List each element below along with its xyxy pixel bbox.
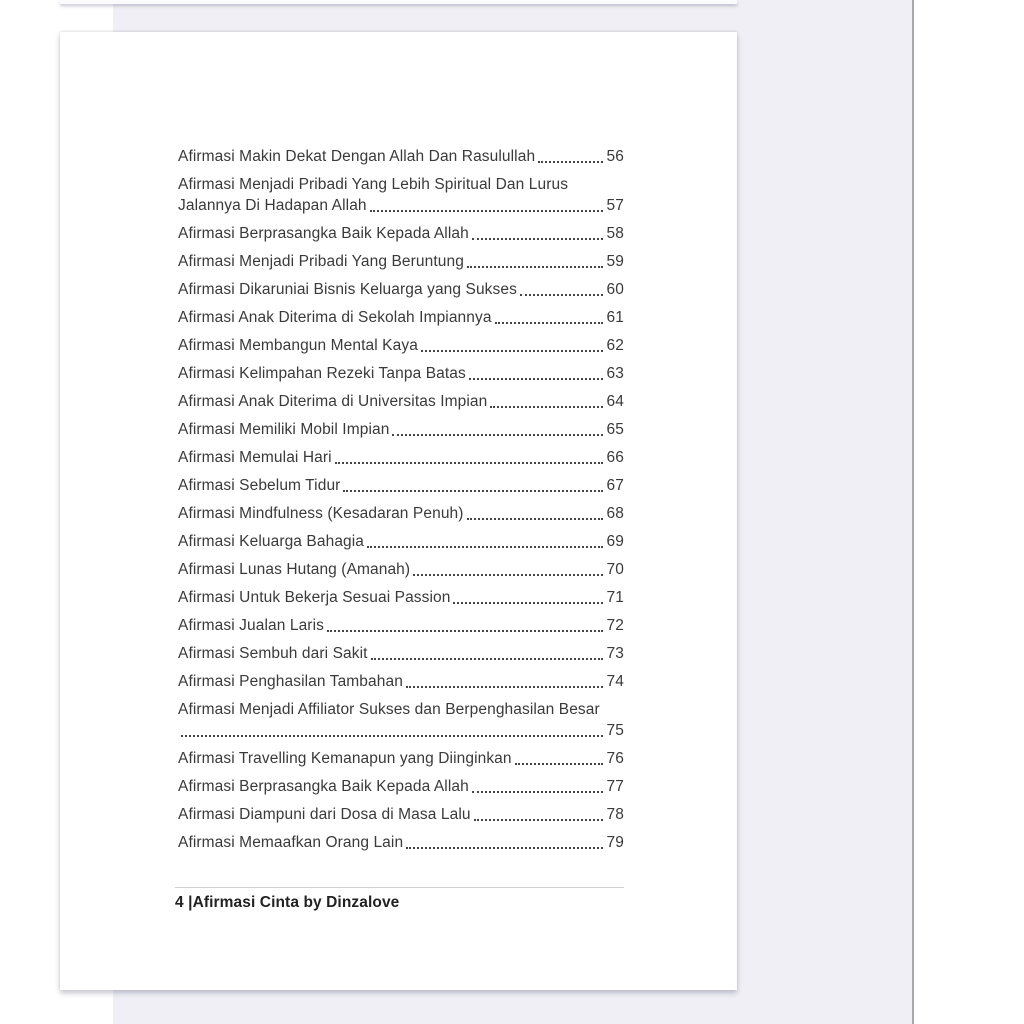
toc-entry-title: Afirmasi Memaafkan Orang Lain <box>178 834 404 851</box>
toc-entry-row <box>178 587 624 608</box>
toc-leader-dots <box>469 378 603 380</box>
toc-leader-dots <box>467 518 603 520</box>
toc-entry-row <box>178 363 624 384</box>
table-of-contents <box>178 146 624 860</box>
document-page <box>60 32 737 990</box>
toc-page-number: 63 <box>606 365 624 382</box>
footer-divider <box>175 887 624 888</box>
toc-entry-title: Afirmasi Lunas Hutang (Amanah) <box>178 561 411 578</box>
toc-entry-title: Jalannya Di Hadapan Allah <box>178 197 367 214</box>
toc-page-number: 56 <box>606 148 624 165</box>
toc-leader-dots <box>472 238 603 240</box>
toc-page-number: 64 <box>606 393 624 410</box>
toc-entry-title: Afirmasi Penghasilan Tambahan <box>178 673 403 690</box>
toc-entry <box>178 832 624 853</box>
toc-entry <box>178 447 624 468</box>
toc-entry-row <box>178 615 624 636</box>
toc-leader-dots <box>335 462 603 464</box>
toc-entry-title: Afirmasi Memiliki Mobil Impian <box>178 421 390 438</box>
toc-page-number: 67 <box>606 477 624 494</box>
toc-page-number: 70 <box>606 561 624 578</box>
toc-entry-title: Afirmasi Menjadi Affiliator Sukses dan Berpenghasilan Besar <box>178 701 600 718</box>
toc-leader-dots <box>472 791 603 793</box>
toc-entry-title: Afirmasi Mindfulness (Kesadaran Penuh) <box>178 505 464 522</box>
toc-entry-row <box>178 223 624 244</box>
toc-entry <box>178 279 624 300</box>
toc-leader-dots <box>467 266 603 268</box>
page-footer <box>175 887 624 913</box>
toc-leader-dots <box>392 434 602 436</box>
toc-page-number: 78 <box>606 806 624 823</box>
toc-leader-dots <box>327 630 603 632</box>
toc-entry <box>178 251 624 272</box>
toc-leader-dots <box>490 406 602 408</box>
toc-leader-dots <box>421 350 603 352</box>
toc-entry-row <box>178 419 624 440</box>
toc-page-number: 68 <box>606 505 624 522</box>
toc-entry-title: Afirmasi Kelimpahan Rezeki Tanpa Batas <box>178 365 466 382</box>
toc-entry <box>178 174 624 216</box>
toc-entry <box>178 391 624 412</box>
toc-page-number: 59 <box>606 253 624 270</box>
toc-entry-row <box>178 720 624 741</box>
toc-entry-row <box>178 307 624 328</box>
toc-entry-row <box>178 251 624 272</box>
toc-page-number: 77 <box>606 778 624 795</box>
toc-entry-row <box>178 748 624 769</box>
toc-entry-row <box>178 531 624 552</box>
toc-page-number: 74 <box>606 673 624 690</box>
toc-leader-dots <box>181 735 603 737</box>
toc-entry <box>178 615 624 636</box>
toc-leader-dots <box>538 161 602 163</box>
toc-leader-dots <box>406 847 602 849</box>
toc-entry-title: Afirmasi Menjadi Pribadi Yang Lebih Spiritual Dan Lurus <box>178 176 569 193</box>
toc-entry <box>178 146 624 167</box>
toc-entry-title: Afirmasi Berprasangka Baik Kepada Allah <box>178 225 469 242</box>
toc-entry-row <box>178 503 624 524</box>
toc-entry <box>178 699 624 741</box>
toc-entry-title: Afirmasi Anak Diterima di Sekolah Impiannya <box>178 309 492 326</box>
toc-leader-dots <box>343 490 602 492</box>
toc-entry-row <box>178 335 624 356</box>
toc-entry-row <box>178 447 624 468</box>
toc-page-number: 71 <box>606 589 624 606</box>
toc-entry-title: Afirmasi Menjadi Pribadi Yang Beruntung <box>178 253 464 270</box>
toc-entry <box>178 804 624 825</box>
toc-page-number: 69 <box>606 533 624 550</box>
toc-page-number: 76 <box>606 750 624 767</box>
toc-leader-dots <box>406 686 603 688</box>
toc-entry-row <box>178 475 624 496</box>
toc-entry <box>178 335 624 356</box>
toc-entry-title: Afirmasi Jualan Laris <box>178 617 324 634</box>
toc-entry-title: Afirmasi Sembuh dari Sakit <box>178 645 368 662</box>
toc-entry-row <box>178 559 624 580</box>
toc-entry <box>178 475 624 496</box>
toc-entry <box>178 643 624 664</box>
toc-leader-dots <box>367 546 603 548</box>
toc-entry <box>178 419 624 440</box>
toc-entry <box>178 776 624 797</box>
toc-entry <box>178 748 624 769</box>
toc-leader-dots <box>495 322 603 324</box>
footer-text: 4 |Afirmasi Cinta by Dinzalove <box>175 894 400 911</box>
toc-page-number: 73 <box>606 645 624 662</box>
toc-entry-row <box>178 279 624 300</box>
toc-entry-row <box>178 643 624 664</box>
toc-entry <box>178 671 624 692</box>
toc-entry-title: Afirmasi Untuk Bekerja Sesuai Passion <box>178 589 451 606</box>
toc-entry <box>178 363 624 384</box>
toc-page-number: 72 <box>606 617 624 634</box>
toc-entry <box>178 587 624 608</box>
toc-entry <box>178 307 624 328</box>
toc-entry-title: Afirmasi Dikaruniai Bisnis Keluarga yang Sukses <box>178 281 517 298</box>
toc-entry-title: Afirmasi Sebelum Tidur <box>178 477 341 494</box>
toc-entry-title: Afirmasi Makin Dekat Dengan Allah Dan Rasulullah <box>178 148 536 165</box>
toc-page-number: 65 <box>606 421 624 438</box>
toc-leader-dots <box>474 819 603 821</box>
toc-page-number: 66 <box>606 449 624 466</box>
toc-entry-row <box>178 832 624 853</box>
toc-leader-dots <box>413 574 602 576</box>
toc-leader-dots <box>520 294 603 296</box>
toc-entry <box>178 559 624 580</box>
toc-leader-dots <box>370 210 603 212</box>
toc-entry-title: Afirmasi Membangun Mental Kaya <box>178 337 418 354</box>
toc-entry-title: Afirmasi Diampuni dari Dosa di Masa Lalu <box>178 806 471 823</box>
toc-entry-row <box>178 391 624 412</box>
toc-leader-dots <box>515 763 603 765</box>
toc-entry <box>178 531 624 552</box>
toc-page-number: 75 <box>606 722 624 739</box>
toc-entry <box>178 223 624 244</box>
toc-entry-row <box>178 146 624 167</box>
toc-page-number: 79 <box>606 834 624 851</box>
toc-page-number: 62 <box>606 337 624 354</box>
toc-entry-row <box>178 671 624 692</box>
toc-entry-row <box>178 195 624 216</box>
previous-page-bottom-edge <box>60 0 737 4</box>
toc-entry-title: Afirmasi Keluarga Bahagia <box>178 533 365 550</box>
toc-entry-title: Afirmasi Memulai Hari <box>178 449 332 466</box>
toc-entry-title: Afirmasi Anak Diterima di Universitas Impian <box>178 393 488 410</box>
toc-entry <box>178 503 624 524</box>
toc-entry-row <box>178 776 624 797</box>
toc-page-number: 60 <box>606 281 624 298</box>
toc-leader-dots <box>453 602 602 604</box>
toc-page-number: 61 <box>606 309 624 326</box>
toc-page-number: 57 <box>606 197 624 214</box>
toc-page-number: 58 <box>606 225 624 242</box>
toc-leader-dots <box>371 658 603 660</box>
toc-entry-title: Afirmasi Travelling Kemanapun yang Diinginkan <box>178 750 512 767</box>
toc-entry-row <box>178 804 624 825</box>
toc-entry-title: Afirmasi Berprasangka Baik Kepada Allah <box>178 778 469 795</box>
